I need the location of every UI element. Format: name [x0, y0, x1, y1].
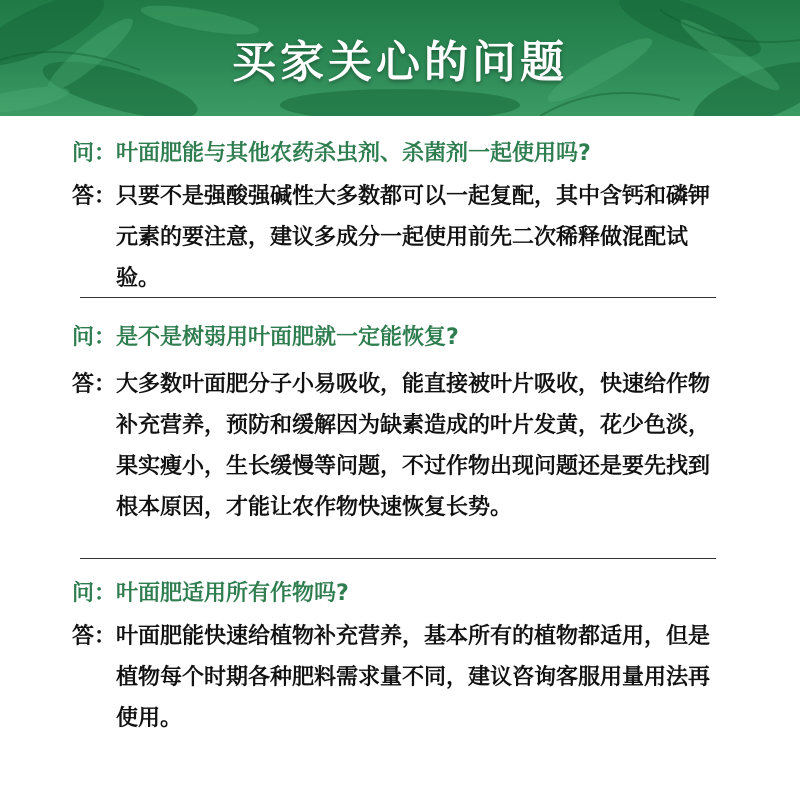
header-banner [0, 0, 800, 116]
answer-text: 叶面肥能快速给植物补充营养，基本所有的植物都适用，但是植物每个时期各种肥料需求量不同，建议咨询客服用量用法再使用。 [116, 624, 711, 731]
faq-item-3 [72, 578, 732, 739]
faq-item-2 [72, 322, 732, 528]
divider [80, 558, 716, 559]
answer-text: 只要不是强酸强碱性大多数都可以一起复配，其中含钙和磷钾元素的要注意，建议多成分一起使用前先二次稀释做混配试验。 [116, 184, 711, 291]
answer-prefix: 答： [72, 624, 117, 649]
faq-question [72, 578, 732, 610]
faq-question [72, 322, 732, 354]
answer-prefix: 答： [72, 372, 117, 397]
answer-text: 大多数叶面肥分子小易吸收，能直接被叶片吸收，快速给作物补充营养，预防和缓解因为缺素造成的叶片发黄，花少色淡，果实瘦小，生长缓慢等问题，不过作物出现问题还是要先找到根本原因，才能让农作物快速恢复长势。 [116, 372, 711, 520]
faq-answer [72, 176, 732, 299]
divider [80, 297, 716, 298]
question-text: 叶面肥适用所有作物吗? [116, 581, 349, 606]
faq-item-1 [72, 138, 732, 299]
faq-question [72, 138, 732, 170]
question-prefix: 问： [72, 325, 117, 350]
question-text: 叶面肥能与其他农药杀虫剂、杀菌剂一起使用吗? [116, 141, 591, 166]
faq-answer [72, 364, 732, 528]
question-prefix: 问： [72, 141, 117, 166]
question-prefix: 问： [72, 581, 117, 606]
answer-prefix: 答： [72, 184, 117, 209]
faq-answer [72, 616, 732, 739]
page-title: 买家关心的问题 [232, 37, 568, 88]
question-text: 是不是树弱用叶面肥就一定能恢复? [116, 325, 459, 350]
